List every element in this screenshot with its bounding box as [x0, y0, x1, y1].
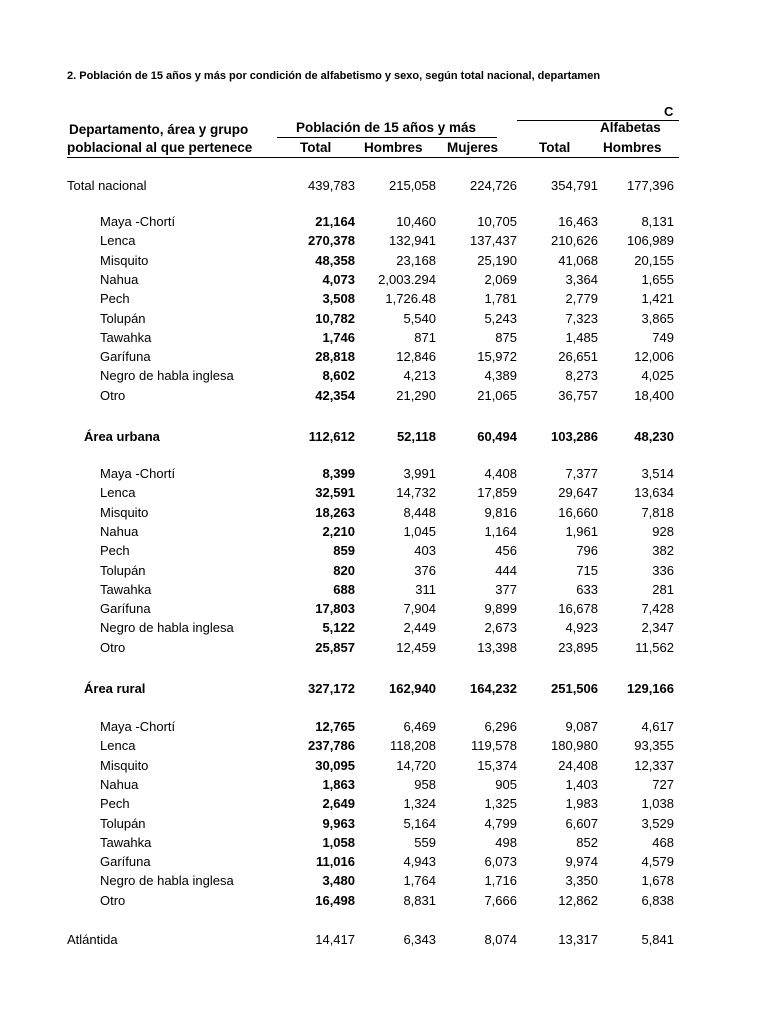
table-row	[0, 719, 768, 738]
cell-value: 16,498	[315, 892, 355, 908]
cell-value: 1,325	[484, 796, 517, 812]
total-row	[0, 932, 768, 951]
cell-value: 10,460	[396, 214, 436, 229]
cell-value: 376	[414, 562, 436, 578]
row-label: Lenca	[100, 485, 136, 501]
cell-value: 12,765	[315, 719, 355, 734]
table-row	[0, 758, 768, 777]
cell-value: 103,286	[551, 429, 598, 444]
cell-value: 13,634	[634, 485, 674, 501]
cell-value: 180,980	[551, 738, 598, 754]
row-label: Área rural	[84, 681, 146, 696]
cell-value: 875	[495, 329, 517, 345]
header-group-population: Población de 15 años y más	[296, 120, 477, 135]
cell-value: 1,038	[641, 796, 674, 812]
cell-value: 1,678	[641, 873, 674, 889]
cell-value: 162,940	[389, 681, 436, 696]
cell-value: 21,164	[315, 214, 355, 229]
cell-value: 8,399	[322, 466, 355, 481]
cell-value: 2,449	[403, 620, 436, 636]
cell-value: 1,746	[322, 329, 355, 345]
cell-value: 4,923	[565, 620, 598, 636]
cell-value: 20,155	[634, 252, 674, 268]
table-row	[0, 233, 768, 252]
table-row	[0, 777, 768, 796]
cell-value: 327,172	[308, 681, 355, 696]
table-row	[0, 563, 768, 582]
cell-value: 382	[652, 543, 674, 559]
table-row	[0, 272, 768, 291]
cell-value: 30,095	[315, 757, 355, 773]
cell-value: 377	[495, 581, 517, 597]
row-label: Nahua	[100, 271, 139, 287]
cell-value: 4,408	[484, 466, 517, 481]
cell-value: 7,666	[484, 892, 517, 908]
row-label: Otro	[100, 892, 126, 908]
cell-value: 6,296	[484, 719, 517, 734]
table-row	[0, 873, 768, 892]
cell-value: 4,025	[641, 368, 674, 384]
cell-value: 48,230	[634, 429, 674, 444]
cell-value: 8,273	[565, 368, 598, 384]
cell-value: 8,074	[484, 932, 517, 947]
table-row	[0, 620, 768, 639]
rule-header-bottom	[67, 157, 679, 158]
cell-value: 132,941	[389, 233, 436, 249]
cell-value: 29,647	[558, 485, 598, 501]
cell-value: 8,602	[322, 368, 355, 384]
row-label: Garífuna	[100, 601, 151, 617]
cell-value: 9,899	[484, 601, 517, 617]
row-label: Tolupán	[100, 815, 146, 831]
cell-value: 9,974	[565, 854, 598, 870]
cell-value: 4,579	[641, 854, 674, 870]
table-row	[0, 466, 768, 485]
cell-value: 60,494	[477, 429, 517, 444]
cell-value: 7,323	[565, 310, 598, 326]
cell-value: 16,678	[558, 601, 598, 617]
cell-value: 3,350	[565, 873, 598, 889]
cell-value: 1,421	[641, 291, 674, 307]
table-row	[0, 524, 768, 543]
table-row	[0, 582, 768, 601]
header-left-label-line2: poblacional al que pertenece	[67, 140, 253, 155]
table-row	[0, 485, 768, 504]
cell-value: 871	[414, 329, 436, 345]
table-row	[0, 601, 768, 620]
cell-value: 859	[333, 543, 355, 559]
cell-value: 15,374	[477, 757, 517, 773]
cell-value: 7,428	[641, 601, 674, 617]
table-row	[0, 505, 768, 524]
cell-value: 1,716	[484, 873, 517, 889]
cell-value: 2,069	[484, 271, 517, 287]
cell-value: 9,087	[565, 719, 598, 734]
cell-value: 3,480	[322, 873, 355, 889]
table-row	[0, 349, 768, 368]
cell-value: 137,437	[470, 233, 517, 249]
cell-value: 958	[414, 776, 436, 792]
cell-value: 12,459	[396, 639, 436, 655]
cell-value: 224,726	[470, 178, 517, 193]
col-header-total: Total	[300, 140, 332, 155]
row-label: Tolupán	[100, 310, 146, 326]
row-label: Lenca	[100, 233, 136, 249]
row-label: Misquito	[100, 504, 149, 520]
cell-value: 16,463	[558, 214, 598, 229]
col-header-mujeres: Mujeres	[447, 140, 499, 155]
cell-value: 3,364	[565, 271, 598, 287]
cell-value: 21,290	[396, 387, 436, 403]
cell-value: 16,660	[558, 504, 598, 520]
cell-value: 749	[652, 329, 674, 345]
cell-value: 498	[495, 834, 517, 850]
cell-value: 32,591	[315, 485, 355, 501]
table-row	[0, 330, 768, 349]
cell-value: 119,578	[470, 738, 517, 754]
cell-value: 6,469	[403, 719, 436, 734]
cell-value: 1,961	[565, 523, 598, 539]
cell-value: 7,904	[403, 601, 436, 617]
cell-value: 7,377	[565, 466, 598, 481]
table-row	[0, 640, 768, 659]
cell-value: 6,073	[484, 854, 517, 870]
cell-value: 3,529	[641, 815, 674, 831]
cell-value: 11,562	[635, 639, 674, 655]
cell-value: 25,190	[477, 252, 517, 268]
row-label: Tawahka	[100, 329, 152, 345]
cell-value: 52,118	[396, 429, 436, 444]
cell-value: 237,786	[308, 738, 355, 754]
table-row	[0, 835, 768, 854]
cell-value: 1,045	[403, 523, 436, 539]
cell-value: 4,213	[403, 368, 436, 384]
cell-value: 215,058	[389, 178, 436, 193]
cell-value: 26,651	[558, 349, 598, 365]
cell-value: 177,396	[627, 178, 674, 193]
col-header-alfabetas-hombres: Hombres	[603, 140, 662, 155]
row-label: Pech	[100, 291, 130, 307]
cell-value: 9,963	[322, 815, 355, 831]
section-row	[0, 681, 768, 700]
cell-value: 2,649	[322, 796, 355, 812]
cell-value: 633	[576, 581, 598, 597]
cell-value: 1,764	[403, 873, 436, 889]
cell-value: 12,846	[396, 349, 436, 365]
table-row	[0, 311, 768, 330]
cell-value: 13,317	[558, 932, 598, 947]
cell-value: 13,398	[477, 639, 517, 655]
cell-value: 5,122	[322, 620, 355, 636]
cell-value: 5,540	[403, 310, 436, 326]
cell-value: 14,732	[396, 485, 436, 501]
row-label: Maya -Chortí	[100, 466, 176, 481]
cell-value: 3,865	[641, 310, 674, 326]
cell-value: 8,831	[403, 892, 436, 908]
cell-value: 1,781	[484, 291, 517, 307]
header-group-literate: Alfabetas	[600, 120, 661, 135]
cell-value: 4,943	[403, 854, 436, 870]
cell-value: 15,972	[477, 349, 517, 365]
cell-value: 4,799	[484, 815, 517, 831]
row-label: Tawahka	[100, 581, 152, 597]
cell-value: 21,065	[477, 387, 517, 403]
cell-value: 2,673	[484, 620, 517, 636]
cell-value: 727	[652, 776, 674, 792]
cell-value: 1,655	[641, 271, 674, 287]
cell-value: 403	[414, 543, 436, 559]
cell-value: 4,617	[641, 719, 674, 734]
cell-value: 5,164	[403, 815, 436, 831]
table-row	[0, 893, 768, 912]
table-row	[0, 796, 768, 815]
row-label: Atlántida	[67, 932, 118, 947]
row-label: Negro de habla inglesa	[100, 873, 234, 889]
cell-value: 796	[576, 543, 598, 559]
cell-value: 439,783	[308, 178, 355, 193]
table-row	[0, 214, 768, 233]
cell-value: 14,720	[396, 757, 436, 773]
cell-value: 18,400	[634, 387, 674, 403]
cell-value: 3,991	[403, 466, 436, 481]
row-label: Otro	[100, 639, 126, 655]
cell-value: 17,803	[315, 601, 355, 617]
cell-value: 336	[652, 562, 674, 578]
row-label: Otro	[100, 387, 126, 403]
cell-value: 6,343	[403, 932, 436, 947]
cell-value: 1,726.48	[385, 291, 436, 307]
rule-group-literate	[517, 120, 679, 121]
cell-value: 444	[495, 562, 517, 578]
cell-value: 5,841	[641, 932, 674, 947]
rule-group-population	[277, 137, 497, 138]
cell-value: 4,389	[484, 368, 517, 384]
cell-value: 17,859	[477, 485, 517, 501]
cell-value: 5,243	[484, 310, 517, 326]
cell-value: 928	[652, 523, 674, 539]
cell-value: 852	[576, 834, 598, 850]
cell-value: 41,068	[558, 252, 598, 268]
cell-value: 2,347	[641, 620, 674, 636]
table-row	[0, 368, 768, 387]
cell-value: 23,168	[396, 252, 436, 268]
row-label: Lenca	[100, 738, 136, 754]
cell-value: 1,485	[565, 329, 598, 345]
row-label: Negro de habla inglesa	[100, 620, 234, 636]
cell-value: 3,508	[322, 291, 355, 307]
row-label: Nahua	[100, 776, 139, 792]
cell-value: 118,208	[389, 738, 436, 754]
cell-value: 270,378	[308, 233, 355, 249]
cell-value: 36,757	[558, 387, 598, 403]
cell-value: 7,818	[641, 504, 674, 520]
cell-value: 281	[652, 581, 674, 597]
cell-value: 1,058	[322, 834, 355, 850]
cell-value: 18,263	[315, 504, 355, 520]
cell-value: 106,989	[627, 233, 674, 249]
cell-value: 2,210	[322, 523, 355, 539]
cell-value: 93,355	[634, 738, 674, 754]
cell-value: 688	[333, 581, 355, 597]
cell-value: 354,791	[551, 178, 598, 193]
cell-value: 24,408	[558, 757, 598, 773]
row-label: Misquito	[100, 252, 149, 268]
cell-value: 715	[576, 562, 598, 578]
table-row	[0, 543, 768, 562]
cell-value: 820	[333, 562, 355, 578]
cell-value: 3,514	[641, 466, 674, 481]
table-row	[0, 854, 768, 873]
cell-value: 12,862	[558, 892, 598, 908]
cell-value: 6,838	[641, 892, 674, 908]
cell-value: 10,782	[315, 310, 355, 326]
row-label: Pech	[100, 543, 130, 559]
row-label: Maya -Chortí	[100, 214, 176, 229]
table-row	[0, 253, 768, 272]
section-row	[0, 429, 768, 448]
col-header-hombres: Hombres	[364, 140, 423, 155]
cell-value: 164,232	[470, 681, 517, 696]
cell-value: 1,863	[322, 776, 355, 792]
cell-value: 1,324	[403, 796, 436, 812]
cell-value: 23,895	[558, 639, 598, 655]
row-label: Tolupán	[100, 562, 146, 578]
cut-header-letter: C	[664, 104, 674, 119]
cell-value: 12,006	[634, 349, 674, 365]
header-left-label-line1: Departamento, área y grupo	[69, 122, 249, 137]
cell-value: 559	[414, 834, 436, 850]
cell-value: 6,607	[565, 815, 598, 831]
cell-value: 9,816	[484, 504, 517, 520]
cell-value: 251,506	[551, 681, 598, 696]
cell-value: 48,358	[315, 252, 355, 268]
table-row	[0, 816, 768, 835]
row-label: Total nacional	[67, 178, 147, 193]
col-header-alfabetas-total: Total	[539, 140, 571, 155]
cell-value: 311	[415, 581, 436, 597]
row-label: Pech	[100, 796, 130, 812]
cell-value: 28,818	[315, 349, 355, 365]
cell-value: 8,448	[403, 504, 436, 520]
cell-value: 25,857	[315, 639, 355, 655]
cell-value: 129,166	[627, 681, 674, 696]
row-label: Garífuna	[100, 349, 151, 365]
row-label: Nahua	[100, 523, 139, 539]
row-label: Misquito	[100, 757, 149, 773]
cell-value: 1,164	[484, 523, 517, 539]
row-label: Área urbana	[84, 429, 160, 444]
row-label: Negro de habla inglesa	[100, 368, 234, 384]
cell-value: 42,354	[315, 387, 355, 403]
row-label: Tawahka	[100, 834, 152, 850]
cell-value: 8,131	[641, 214, 674, 229]
cell-value: 1,983	[565, 796, 598, 812]
table-title: 2. Población de 15 años y más por condición de alfabetismo y sexo, según total nacional, departamen	[67, 70, 601, 82]
cell-value: 2,003.294	[378, 271, 436, 287]
cell-value: 12,337	[634, 757, 674, 773]
cell-value: 4,073	[322, 271, 355, 287]
cell-value: 2,779	[565, 291, 598, 307]
table-row	[0, 388, 768, 407]
cell-value: 112,612	[308, 429, 355, 444]
table-row	[0, 291, 768, 310]
cell-value: 456	[495, 543, 517, 559]
row-label: Maya -Chortí	[100, 719, 176, 734]
cell-value: 210,626	[551, 233, 598, 249]
cell-value: 11,016	[315, 854, 355, 870]
total-row	[0, 178, 768, 197]
cell-value: 10,705	[477, 214, 517, 229]
cell-value: 1,403	[565, 776, 598, 792]
row-label: Garífuna	[100, 854, 151, 870]
cell-value: 905	[495, 776, 517, 792]
cell-value: 468	[652, 834, 674, 850]
cell-value: 14,417	[315, 932, 355, 947]
table-row	[0, 738, 768, 757]
